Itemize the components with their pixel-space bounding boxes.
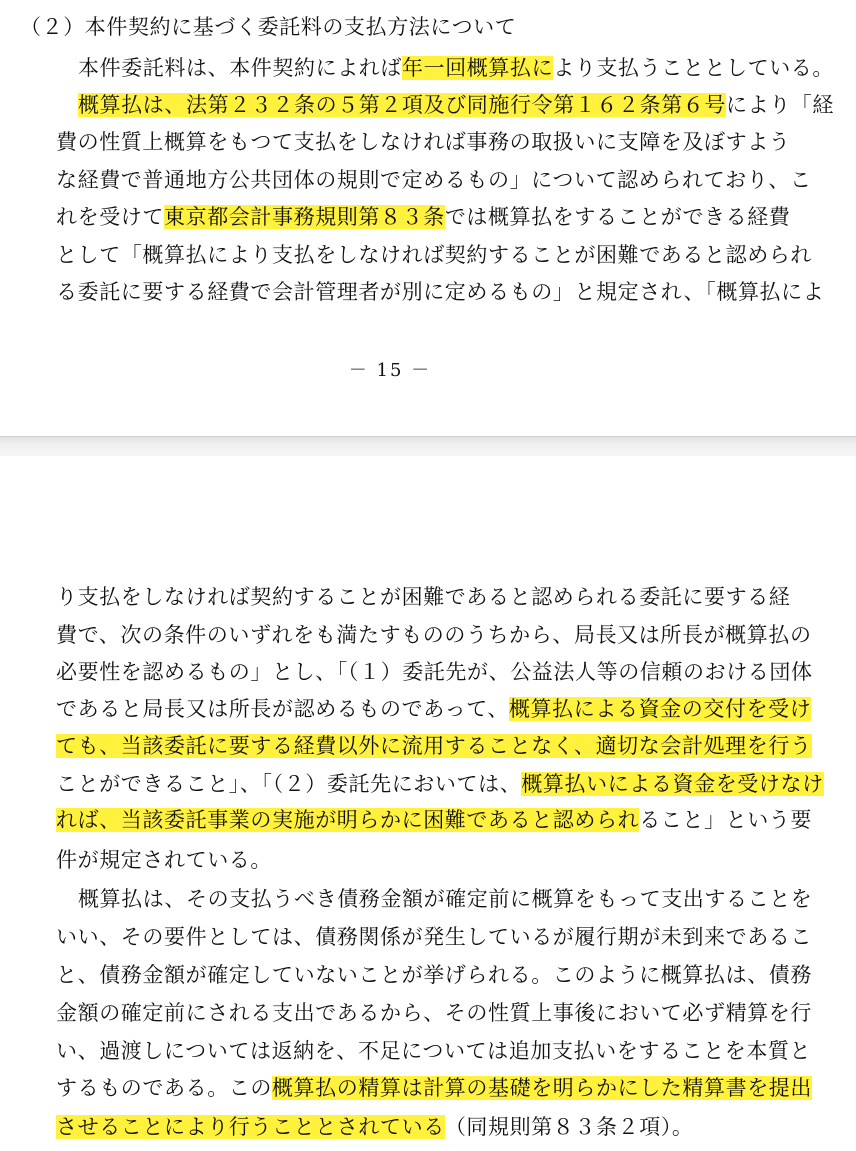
highlighted-text: ても、当該委託に要する経費以外に流用することなく、適切な会計処理を行う — [56, 734, 812, 758]
text-segment: として「概算払により支払をしなければ契約することが困難であると認められ — [56, 243, 812, 267]
text-line — [56, 238, 812, 272]
text-line — [56, 958, 812, 992]
highlighted-text: 概算払の精算は計算の基礎を明らかにした精算書を提出 — [272, 1076, 812, 1100]
section-heading: （２）本件契約に基づく委託料の支払方法について — [20, 15, 517, 39]
text-segment: 費の性質上概算をもつて支払をしなければ事務の取扱いに支障を及ぼすよう — [56, 130, 791, 154]
highlighted-text: 年一回概算払に — [402, 56, 554, 80]
page-separator — [0, 436, 856, 457]
text-line — [78, 88, 834, 122]
text-line — [56, 200, 790, 234]
highlighted-text: 概算払による資金の交付を受け — [508, 697, 812, 721]
text-segment: る委託に要する経費で会計管理者が別に定めるもの」と規定され、「概算払によ — [56, 280, 825, 304]
text-segment: 金額の確定前にされる支出であるから、その性質上事後において必ず精算を行 — [56, 1001, 812, 1025]
text-line — [78, 51, 834, 85]
highlighted-text: れば、当該委託事業の実施が明らかに困難であると認められ — [56, 808, 640, 832]
text-segment: と、債務金額が確定していないことが挙げられる。このように概算払は、債務 — [56, 963, 812, 987]
highlighted-text: 概算払いによる資金を受けなけ — [521, 772, 824, 796]
document-page-bottom — [0, 456, 856, 1151]
text-line — [78, 882, 812, 916]
text-line — [56, 1034, 811, 1068]
text-segment: するものである。この — [56, 1076, 272, 1100]
text-segment: り支払をしなければ契約することが困難であると認められる委託に要する経 — [56, 585, 791, 609]
text-segment: 本件委託料は、本件契約によれば — [78, 56, 402, 80]
page-number: － 15 － — [348, 360, 432, 381]
text-segment: な経費で普通地方公共団体の規則で定めるもの」について認められており、こ — [56, 168, 812, 192]
text-line — [56, 996, 812, 1030]
text-segment: では概算払をすることができる経費 — [444, 205, 791, 229]
text-segment: ること」という要 — [639, 808, 813, 832]
text-line — [56, 580, 790, 614]
text-line — [56, 843, 272, 877]
text-line — [56, 163, 812, 197]
text-line — [56, 618, 812, 652]
text-line — [56, 803, 812, 837]
text-segment: （同規則第８３条２項）。 — [444, 1115, 694, 1139]
text-segment: により「経 — [726, 93, 834, 117]
text-segment: れを受けて — [56, 205, 164, 229]
text-segment: であると局長又は所長が認めるものであって、 — [56, 697, 509, 721]
text-segment: より支払うこととしている。 — [553, 56, 835, 80]
text-line — [56, 1071, 812, 1105]
highlighted-text: させることにより行うこととされている — [56, 1115, 445, 1139]
text-segment: 概算払は、その支払うべき債務金額が確定前に概算をもって支出することを — [78, 887, 813, 911]
text-line — [56, 920, 812, 954]
text-segment: ことができること」、「（２）委託先においては、 — [56, 772, 522, 796]
text-line — [56, 655, 813, 689]
highlighted-text: 東京都会計事務規則第８３条 — [164, 205, 445, 229]
text-line — [56, 125, 790, 159]
text-segment: い、過渡しについては返納を、不足については追加支払いをすることを本質と — [56, 1039, 812, 1063]
text-line — [56, 729, 812, 763]
document-page-top — [0, 0, 856, 436]
text-line — [56, 1110, 694, 1144]
text-segment: いい、その要件としては、債務関係が発生しているが履行期が未到来であるこ — [56, 925, 812, 949]
text-segment: 費で、次の条件のいずれをも満たすもののうちから、局長又は所長が概算払の — [56, 623, 812, 647]
text-segment: 必要性を認めるもの」とし、「（１）委託先が、公益法人等の信頼のおける団体 — [56, 660, 813, 684]
text-segment: 件が規定されている。 — [56, 848, 272, 872]
highlighted-text: 概算払は、法第２３２条の５第２項及び同施行令第１６２条第６号 — [78, 93, 726, 117]
text-line — [56, 692, 811, 726]
text-line — [56, 275, 824, 309]
text-line — [56, 767, 824, 801]
